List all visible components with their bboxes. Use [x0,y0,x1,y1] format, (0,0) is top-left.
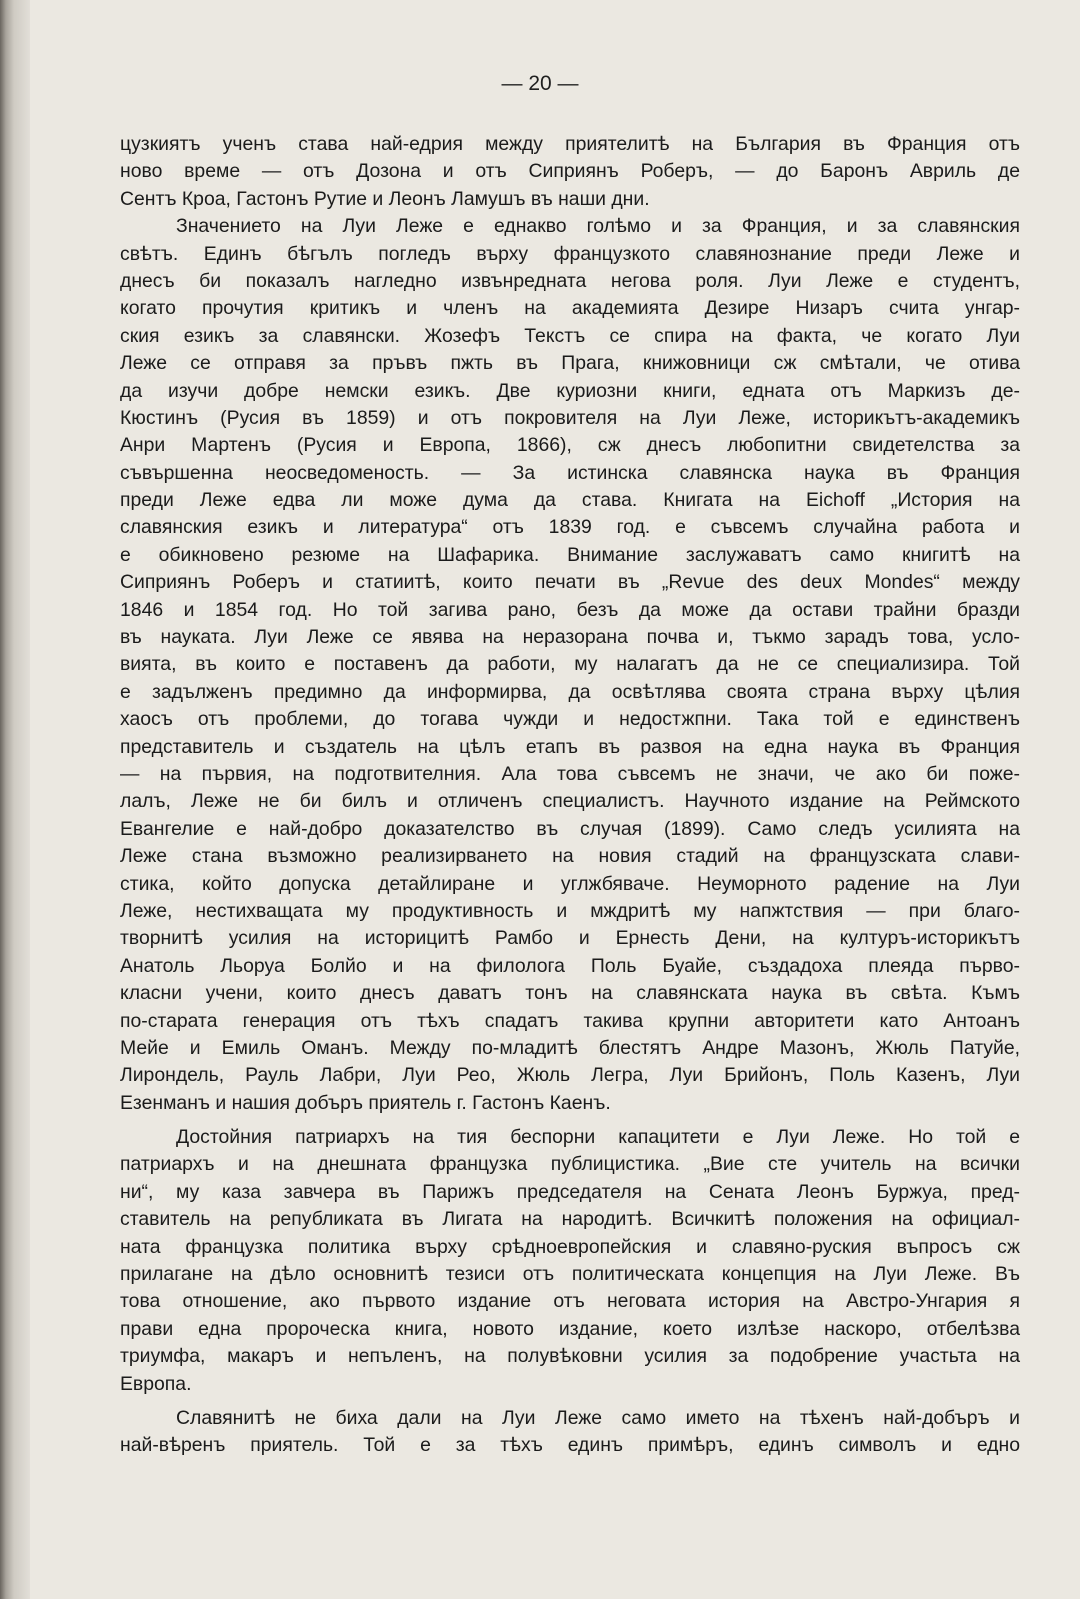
text-line: Сентъ Кроа, Гастонъ Рутие и Леонъ Ламушъ въ наши дни. [120,187,650,210]
text-line: представитель и създатель на цѣлъ етапъ въ развоя на една наука въ Франция [120,735,1020,758]
text-line: съвършенна неосведоменость. — За истинска славянска наука въ Франция [120,461,1020,484]
text-line: Анри Мартенъ (Русия и Европа, 1866), сж днесъ любопитни свидетелства за [120,434,1020,457]
text-line: творнитѣ усилия на историцитѣ Рамбо и Ернесть Дени, на културъ-историкътъ [120,927,1020,950]
text-line: — на първия, на подготвителния. Ала това съвсемъ не значи, че ако би поже- [120,762,1020,785]
paragraph-gap [120,1117,1020,1124]
text-line: 1846 и 1854 год. Но той загива рано, безъ да може да остави трайни бразди [120,598,1020,621]
text-line: Евангелие е най-добро доказателство въ случая (1899). Само следъ усилията на [120,817,1020,840]
text-line: преди Леже едва ли може дума да става. Книгата на Eichoff „История на [120,489,1020,512]
text-line: цузкиятъ ученъ става най-едрия между приятелитѣ на България въ Франция отъ [120,133,1020,155]
paragraph-2 [120,213,1020,1117]
body-text [120,131,1020,1460]
text-line: най-вѣренъ приятель. Той е за тѣхъ единъ примѣръ, единъ символъ и едно [120,1434,1020,1457]
text-line: триумфа, макаръ и непъленъ, на полувѣковни усилия за подобрение участьта на [120,1345,1020,1368]
paragraph-4 [120,1405,1020,1460]
book-spine-shadow [0,0,30,1599]
text-line: ни“, му каза завчера въ Парижъ председателя на Сената Леонъ Буржуа, пред- [120,1180,1020,1203]
text-line: Леже се отправя за пръвъ пжть въ Прага, книжовници сж смѣтали, че отива [120,352,1020,375]
text-line: ския езикъ за славянски. Жозефъ Текстъ се спира на факта, че когато Луи [120,324,1020,347]
text-line: свѣтъ. Единъ бѣгълъ погледъ върху французкото славянознание преди Леже и [120,242,1020,265]
text-line: Мейе и Емиль Оманъ. Между по-младитѣ блестятъ Андре Мазонъ, Жюль Патуйе, [120,1036,1020,1059]
text-line: Европа. [120,1372,192,1395]
text-line: прави една пророческа книга, новото издание, което излѣзе наскоро, отбелѣзва [120,1317,1020,1340]
text-line: Значението на Луи Леже е еднакво голѣмо и за Франция, и за славянския [176,215,1020,238]
text-line: по-старата генерация отъ тѣхъ спадатъ такива крупни авторитети като Антоанъ [120,1009,1020,1032]
text-line: Славянитѣ не биха дали на Луи Леже само името на тѣхенъ най-добъръ и [176,1406,1020,1429]
text-line: ставитель на републиката въ Лигата на народитѣ. Всичкитѣ положения на официал- [120,1208,1020,1231]
text-line: това отношение, ако първото издание отъ неговата история на Австро-Унгария я [120,1290,1020,1313]
text-line: Лирондель, Рауль Лабри, Луи Рео, Жюль Легра, Луи Брийонъ, Поль Казенъ, Луи [120,1064,1020,1087]
text-line: Анатоль Льоруа Болйо и на филолога Поль Буайе, създадоха плеяда първо- [120,954,1020,977]
text-line: когато прочутия критикъ и членъ на академията Дезире Низаръ счита унгар- [120,297,1020,320]
text-line: въ науката. Луи Леже се явява на неразорана почва и, тъкмо зарадъ това, усло- [120,626,1020,649]
text-line: славянския езикъ и литература“ отъ 1839 год. е съвсемъ случайна работа и [120,516,1020,539]
page-number: — 20 — [501,72,579,95]
text-line: Сиприянъ Роберъ и статиитѣ, които печати въ „Revue des deux Mondes“ между [120,571,1020,594]
text-line: Достойния патриархъ на тия беспорни капацитети е Луи Леже. Но той е [176,1126,1020,1149]
text-line: вията, въ които е поставенъ да работи, му налагатъ да не се специализира. Той [120,653,1020,676]
text-line: е обикновено резюме на Шафарика. Внимание заслужаватъ само книгитѣ на [120,543,1020,566]
text-line: днесъ би показалъ нагледно извънредната негова роля. Луи Леже е студентъ, [120,269,1020,292]
text-line: ново време — отъ Дозона и отъ Сиприянъ Роберъ, — до Баронъ Авриль де [120,160,1020,183]
paragraph-3 [120,1124,1020,1398]
text-line: Езенманъ и нашия добъръ приятель г. Гастонъ Каенъ. [120,1091,611,1114]
paragraph-1 [120,131,1020,213]
text-line: прилагане на дѣло основнитѣ тезиси отъ политическата концепция на Луи Леже. Въ [120,1263,1020,1286]
text-line: да изучи добре немски езикъ. Две куриозни книги, едната отъ Маркизъ де- [120,379,1020,402]
paragraph-gap [120,1398,1020,1405]
text-line: Леже, нестихващата му продуктивность и мждритѣ му напжтствия — при благо- [120,899,1020,922]
text-line: хаосъ отъ проблеми, до тогава чужди и недостжпни. Така той е единственъ [120,708,1020,731]
text-line: Кюстинъ (Русия въ 1859) и отъ покровителя на Луи Леже, историкътъ-академикъ [120,406,1020,429]
text-line: класни учени, които днесъ даватъ тонъ на славянската наука въ свѣта. Къмъ [120,982,1020,1005]
text-line: ната французка политика върху срѣдноевропейския и славяно-руския въпросъ сж [120,1235,1020,1258]
text-line: Леже стана възможно реализирването на новия стадий на французската слави- [120,845,1020,868]
text-line: е задълженъ предимно да информирва, да освѣтлява своята страна върху цѣлия [120,680,1020,703]
text-line: патриархъ и на днешната французка публицистика. „Вие сте учитель на всички [120,1153,1020,1176]
text-line: лалъ, Леже не би билъ и отличенъ специалистъ. Научното издание на Реймското [120,790,1020,813]
text-line: стика, който допуска детайлиране и углжбяваче. Неуморното радение на Луи [120,872,1020,895]
